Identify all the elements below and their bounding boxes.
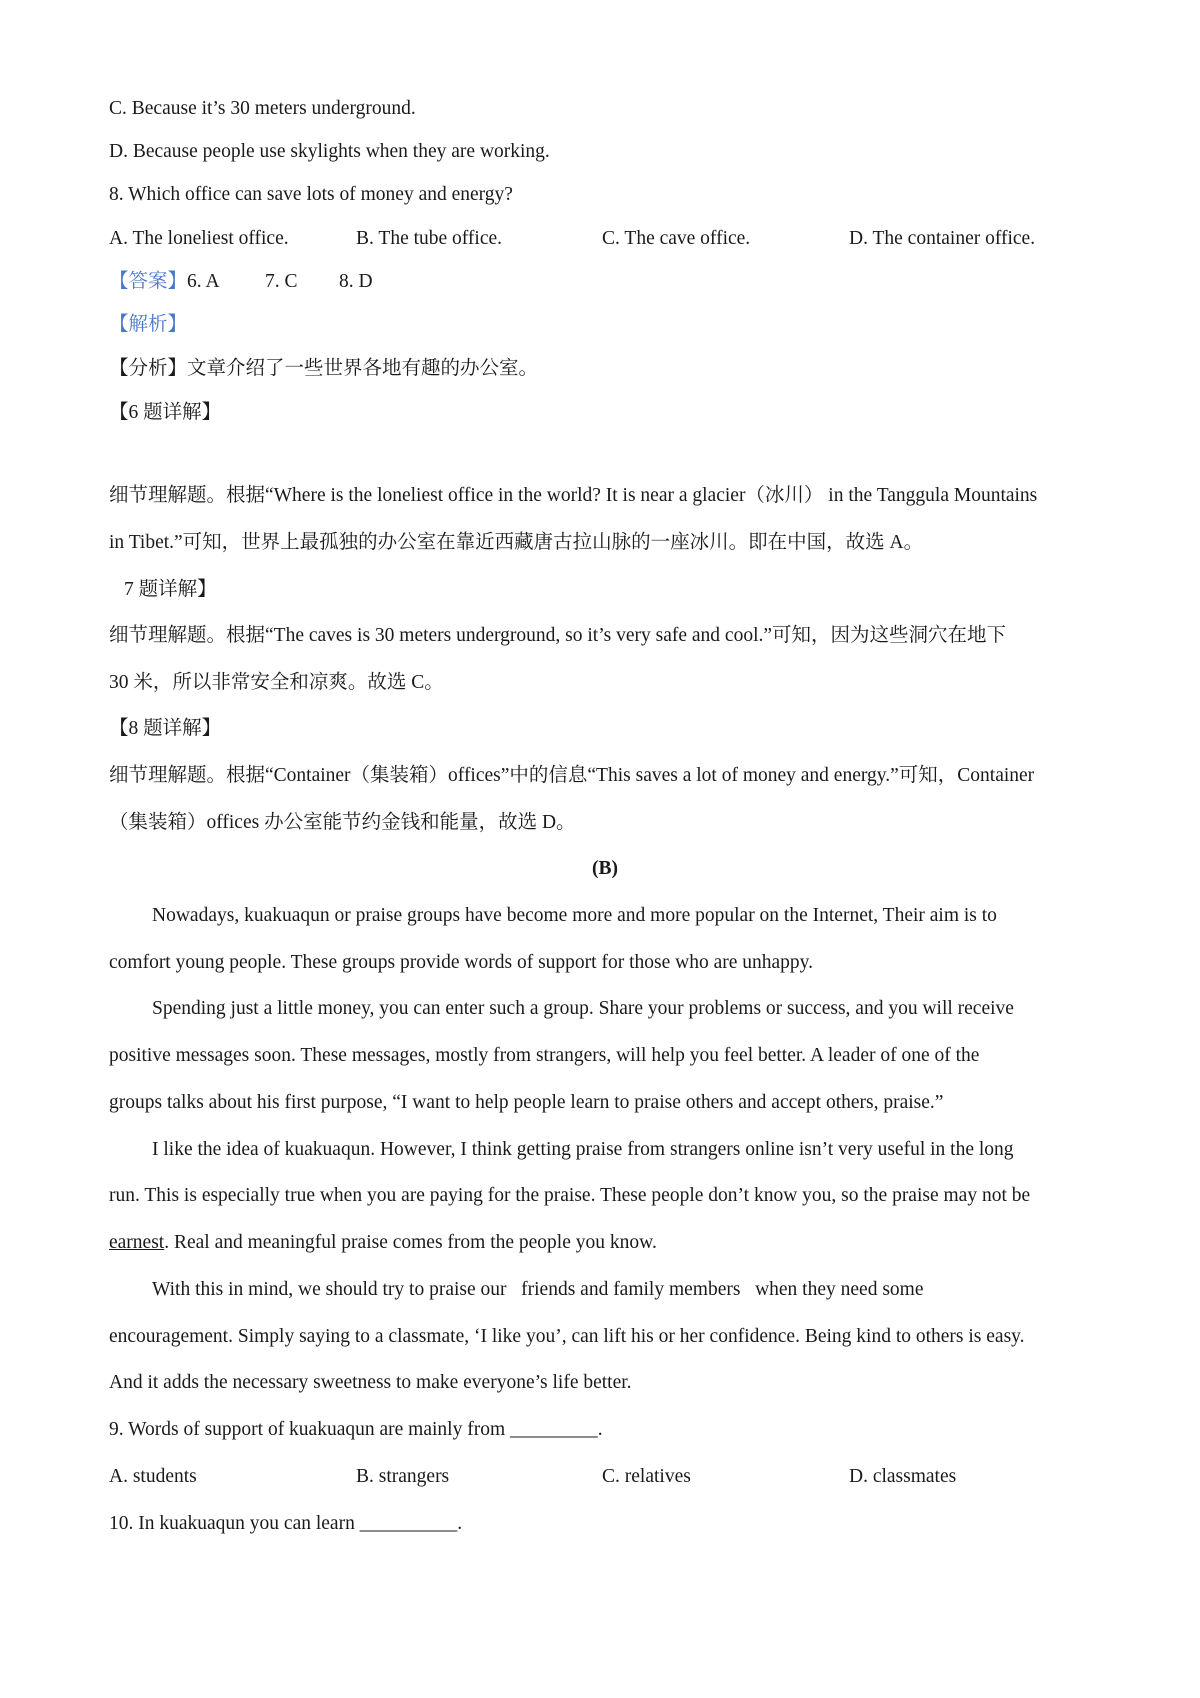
passage-p3-line3	[109, 1230, 1101, 1256]
detail8-line1: 细节理解题。根据“Container（集装箱）offices”中的信息“This saves a lot of money and energy.”可知，Container	[109, 765, 1035, 786]
passage-p1-line2: comfort young people. These groups provide words of support for those who are unhappy.	[109, 952, 814, 973]
q8-question: 8. Which office can save lots of money and energy?	[109, 184, 513, 205]
analysis-label: 【解析】	[109, 314, 188, 335]
q10-question: 10. In kuakuaqun you can learn __________.	[109, 1513, 463, 1534]
summary: 【分析】文章介绍了一些世界各地有趣的办公室。	[109, 358, 539, 379]
answer-item: 8. D	[339, 271, 373, 292]
q9-option-b: B. strangers	[356, 1466, 450, 1487]
detail7-header: 7 题详解】	[124, 579, 217, 600]
section-heading: (B)	[592, 858, 618, 879]
q7-option-d: D. Because people use skylights when they are working.	[109, 141, 550, 162]
answer-line	[109, 269, 1101, 295]
passage-p4-line1: With this in mind, we should try to praise our friends and family members when they need some	[152, 1279, 924, 1300]
passage-p2-line2: positive messages soon. These messages, mostly from strangers, will help you feel better. A leader of one of the	[109, 1045, 980, 1066]
detail8-header: 【8 题详解】	[109, 718, 222, 739]
detail7-line1: 细节理解题。根据“The caves is 30 meters underground, so it’s very safe and cool.”可知，因为这些洞穴在地下	[109, 625, 1007, 646]
passage-p3-line2: run. This is especially true when you are paying for the praise. These people don’t know you, so the praise may not be	[109, 1185, 1031, 1206]
detail7-line2: 30 米，所以非常安全和凉爽。故选 C。	[109, 672, 444, 693]
passage-p4-line2: encouragement. Simply saying to a classmate, ‘I like you’, can lift his or her confidence. Being kind to others is easy.	[109, 1326, 1025, 1347]
q9-question: 9. Words of support of kuakuaqun are mainly from _________.	[109, 1419, 603, 1440]
detail6-header: 【6 题详解】	[109, 402, 222, 423]
passage-p2-line1: Spending just a little money, you can enter such a group. Share your problems or success, and you will receive	[152, 998, 1014, 1019]
passage-p3-line3-rest: . Real and meaningful praise comes from the people you know.	[164, 1232, 657, 1253]
q8-option-c: C. The cave office.	[602, 228, 751, 249]
q7-option-c: C. Because it’s 30 meters underground.	[109, 98, 416, 119]
q8-option-b: B. The tube office.	[356, 228, 503, 249]
answer-label: 【答案】	[109, 271, 188, 292]
detail6-line1: 细节理解题。根据“Where is the loneliest office in the world? It is near a glacier（冰川） in the Tanggula Mountains	[109, 485, 1038, 506]
q9-option-d: D. classmates	[849, 1466, 957, 1487]
answer-item: 6. A	[187, 271, 220, 292]
q8-option-a: A. The loneliest office.	[109, 228, 289, 249]
q9-option-a: A. students	[109, 1466, 197, 1487]
detail6-line2: in Tibet.”可知，世界上最孤独的办公室在靠近西藏唐古拉山脉的一座冰川。即在中国，故选 A。	[109, 532, 924, 553]
passage-p4-line3: And it adds the necessary sweetness to make everyone’s life better.	[109, 1372, 632, 1393]
q8-option-d: D. The container office.	[849, 228, 1036, 249]
detail8-line2: （集装箱）offices 办公室能节约金钱和能量，故选 D。	[109, 812, 576, 833]
passage-p3-line1: I like the idea of kuakuaqun. However, I think getting praise from strangers online isn’t very useful in the long	[152, 1139, 1014, 1160]
q9-option-c: C. relatives	[602, 1466, 691, 1487]
passage-p2-line3: groups talks about his first purpose, “I want to help people learn to praise others and accept others, praise.”	[109, 1092, 944, 1113]
answer-item: 7. C	[265, 271, 298, 292]
underlined-word: earnest	[109, 1232, 165, 1253]
passage-p1-line1: Nowadays, kuakuaqun or praise groups have become more and more popular on the Internet, Their aim is to	[152, 905, 997, 926]
